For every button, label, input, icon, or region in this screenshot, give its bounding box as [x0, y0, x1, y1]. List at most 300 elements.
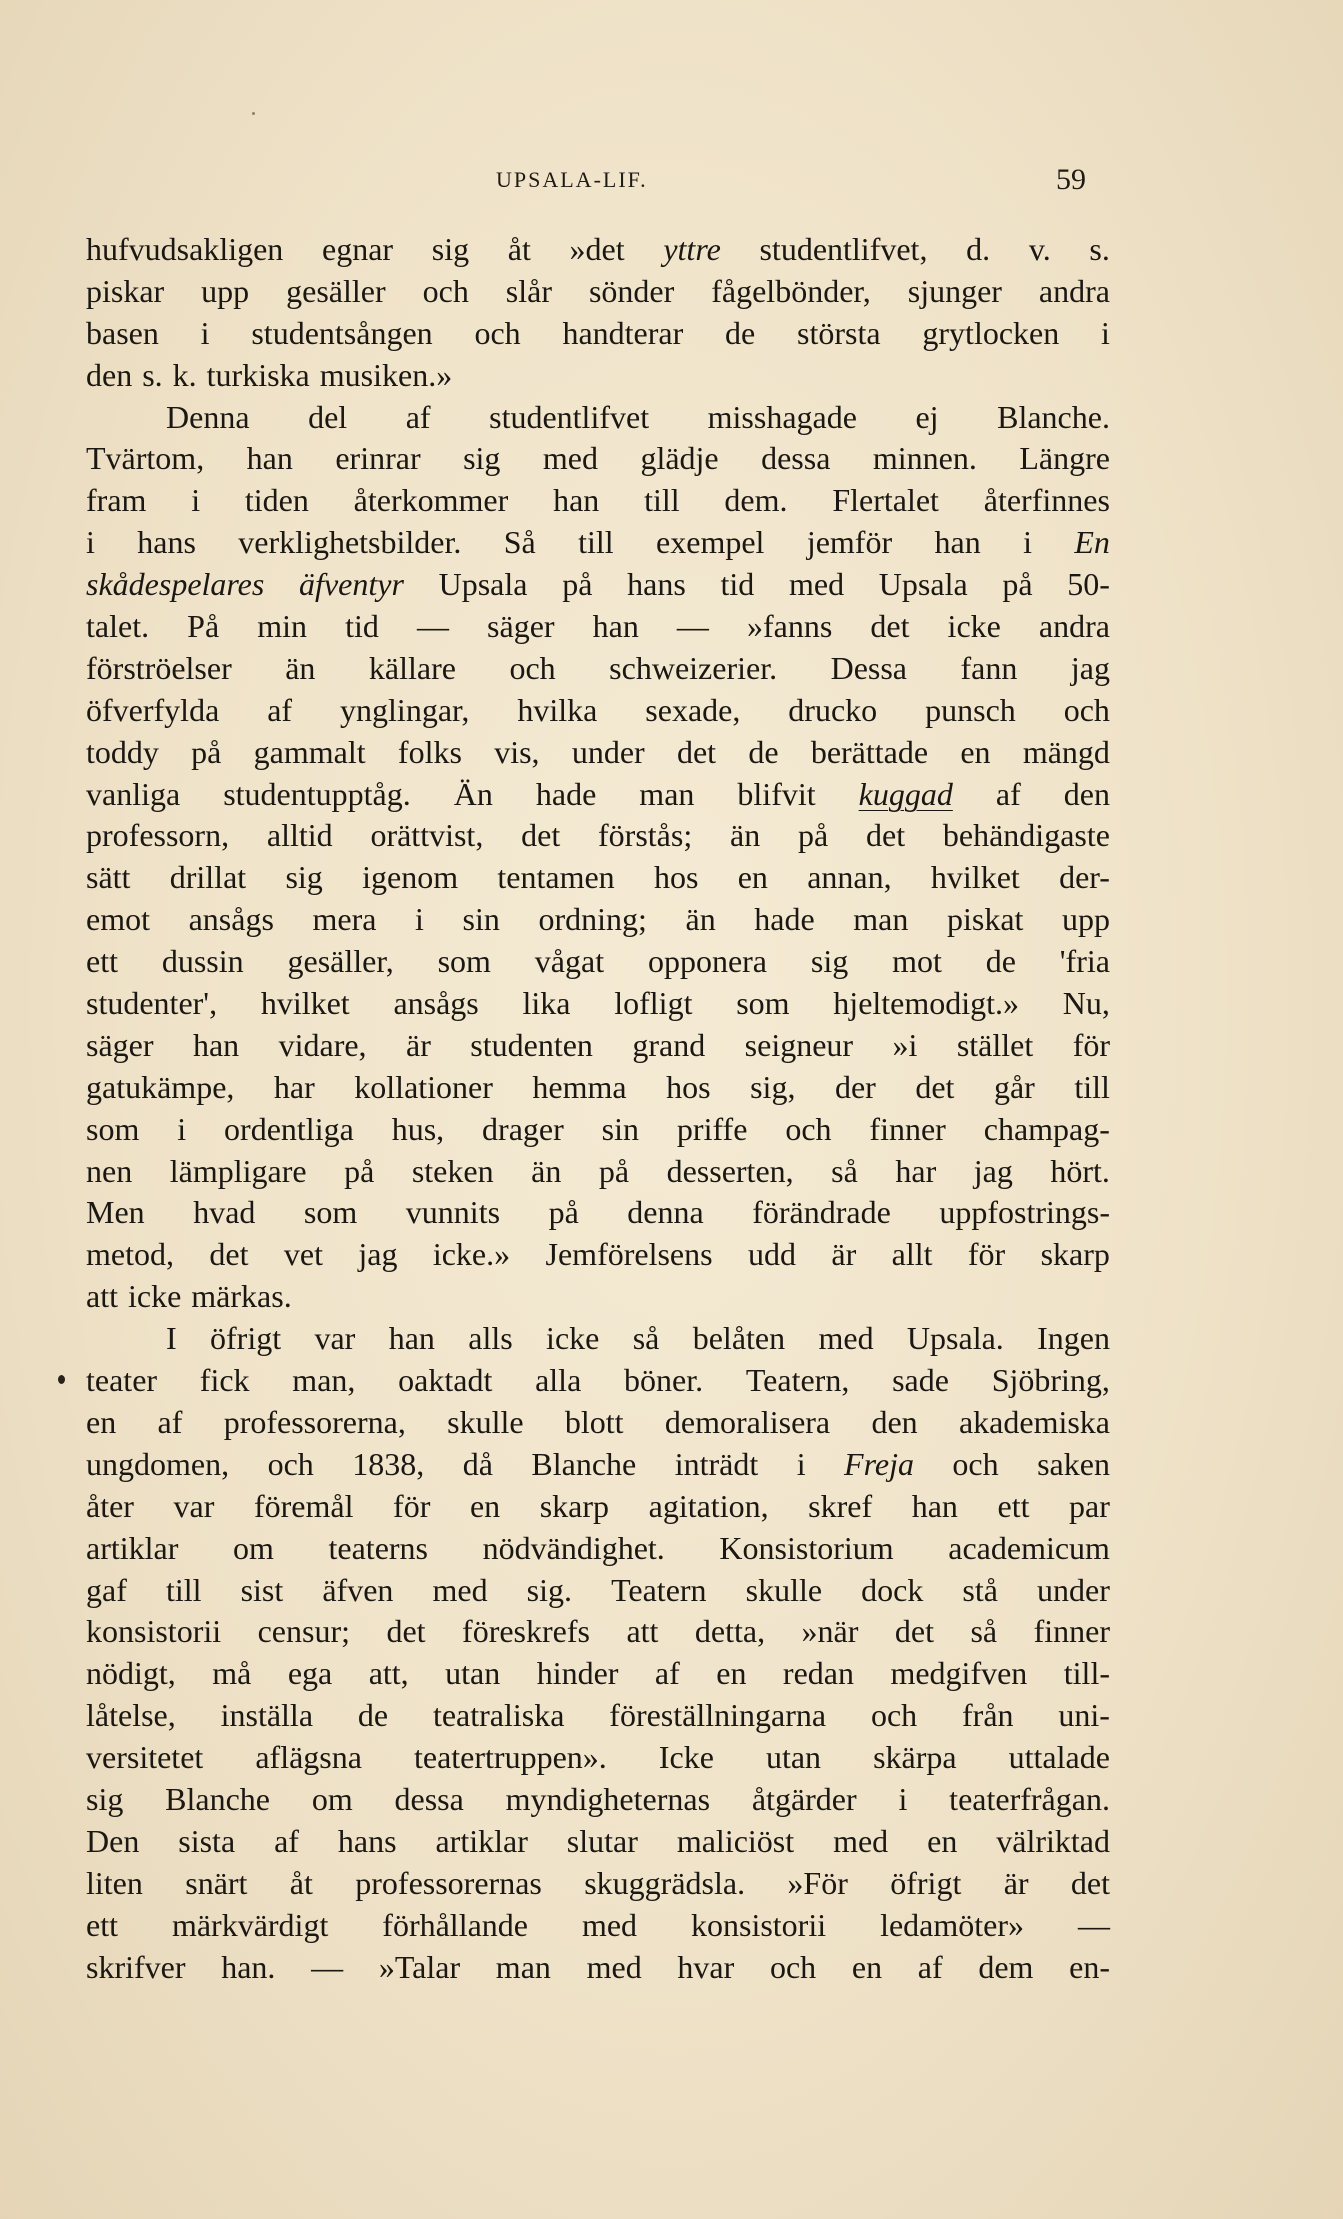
word: Upsala	[438, 566, 528, 603]
word: fann	[960, 649, 1018, 686]
word: professorernas	[355, 1864, 542, 1901]
word: priffe	[676, 1110, 748, 1147]
word: glädje	[640, 440, 719, 477]
word: att	[86, 1278, 118, 1315]
word: vanliga	[86, 775, 181, 812]
word: för	[393, 1487, 431, 1524]
word: dessa	[761, 440, 831, 477]
text-line	[86, 1947, 1110, 1989]
word: äfven	[322, 1571, 394, 1608]
word: han	[592, 608, 639, 645]
word: tid	[720, 566, 755, 603]
word: sig.	[526, 1571, 572, 1608]
word: och	[474, 314, 521, 351]
text-line	[86, 941, 1110, 983]
word: 50-	[1067, 566, 1110, 603]
word: han	[553, 482, 600, 519]
word: mot	[892, 943, 942, 980]
text-line	[86, 271, 1110, 313]
word: att	[626, 1613, 659, 1650]
word: kollationer	[354, 1068, 493, 1105]
word: det	[209, 1236, 249, 1273]
text-line	[86, 1821, 1110, 1863]
word: hjeltemodigt.»	[833, 985, 1020, 1022]
word: på	[798, 817, 829, 854]
word: böner.	[624, 1362, 704, 1399]
word: till	[578, 524, 614, 561]
text-line	[86, 1737, 1110, 1779]
word: den	[1063, 775, 1110, 812]
word: hört.	[1050, 1152, 1110, 1189]
word: slår	[505, 272, 552, 309]
word: gatukämpe,	[86, 1068, 235, 1105]
word: Icke	[658, 1739, 714, 1776]
word: par	[1069, 1487, 1110, 1524]
word: af	[654, 1655, 680, 1692]
word: ungdomen,	[86, 1445, 230, 1482]
word: utan	[445, 1655, 501, 1692]
word: sin	[601, 1110, 640, 1147]
word: än	[285, 649, 316, 686]
word: de	[725, 314, 756, 351]
text-line	[86, 355, 1110, 397]
word: exempel	[656, 524, 765, 561]
text-line	[86, 1025, 1110, 1067]
word: censur;	[257, 1613, 350, 1650]
word: teaterfrågan.	[949, 1780, 1110, 1817]
word: schweizerier.	[609, 649, 778, 686]
word: ett	[86, 1906, 118, 1943]
ink-speck	[58, 1375, 65, 1384]
word: fågelbönder,	[711, 272, 871, 309]
word: »För	[787, 1864, 848, 1901]
word: på	[548, 1194, 579, 1231]
word: artiklar	[86, 1529, 179, 1566]
running-title: UPSALA-LIF.	[496, 167, 648, 192]
word: hos	[666, 1068, 711, 1105]
word: nödigt,	[86, 1655, 176, 1692]
word: ett	[86, 943, 118, 980]
text-line	[86, 815, 1110, 857]
word: skuggrädsla.	[584, 1864, 746, 1901]
word: hans	[627, 566, 686, 603]
word: alla	[535, 1362, 582, 1399]
word: teaterns	[328, 1529, 428, 1566]
word: en	[927, 1822, 958, 1859]
word: andra	[1038, 272, 1110, 309]
word: metod,	[86, 1236, 174, 1273]
word: det	[894, 1613, 934, 1650]
word: som	[303, 1194, 358, 1231]
word: och	[509, 649, 556, 686]
word: jag	[973, 1152, 1013, 1189]
word: återfinnes	[983, 482, 1110, 519]
word: gesäller	[286, 272, 386, 309]
word: och	[952, 1445, 999, 1482]
word: sista	[178, 1822, 236, 1859]
word: af	[995, 775, 1021, 812]
word: fick	[199, 1362, 250, 1399]
word: då	[462, 1445, 493, 1482]
word: af	[274, 1822, 299, 1859]
word: och	[870, 1697, 918, 1734]
word: icke	[947, 608, 1001, 645]
word: punsch	[925, 691, 1016, 728]
word: konsistorii	[690, 1906, 827, 1943]
word: af	[917, 1948, 943, 1985]
word: Än	[453, 775, 493, 812]
word: den	[871, 1403, 918, 1440]
text-line	[86, 690, 1110, 732]
word: vis,	[494, 733, 540, 770]
word: den	[86, 356, 133, 393]
text-line	[86, 1653, 1110, 1695]
word: der-	[1059, 859, 1110, 896]
word: finner	[1033, 1613, 1110, 1650]
text-line	[86, 857, 1110, 899]
word: icke	[546, 1320, 600, 1357]
word: om	[311, 1780, 353, 1817]
text-line	[86, 564, 1110, 606]
word: man	[853, 901, 909, 938]
word: Konsistorium	[719, 1529, 894, 1566]
text-line	[86, 983, 1110, 1025]
word: var	[173, 1487, 215, 1524]
word: hus,	[391, 1110, 445, 1147]
word: detta,	[694, 1613, 766, 1650]
word: hans	[337, 1822, 397, 1859]
word: ej	[915, 398, 939, 435]
word: Men	[86, 1194, 145, 1231]
word: ynglingar,	[340, 691, 470, 728]
word: till	[165, 1571, 202, 1608]
word: det	[870, 608, 910, 645]
word: fram	[86, 482, 147, 519]
word: maliciöst	[676, 1822, 795, 1859]
word: 1838,	[352, 1445, 425, 1482]
word: åter	[86, 1487, 134, 1524]
word: tentamen	[497, 859, 615, 896]
word: nödvändighet.	[482, 1529, 665, 1566]
word: drager	[482, 1110, 564, 1147]
word: inställa	[220, 1697, 314, 1734]
word: professorn,	[86, 817, 230, 854]
word: sönder	[588, 272, 675, 309]
word: tiden	[244, 482, 309, 519]
word: vidare,	[278, 1026, 367, 1063]
word: sätt	[86, 859, 131, 896]
word: af	[267, 691, 293, 728]
word: egnar	[321, 231, 394, 267]
word: annan,	[807, 859, 892, 896]
text-line	[86, 229, 1110, 271]
word: Tvärtom,	[86, 440, 205, 477]
word: är	[1003, 1864, 1029, 1901]
word: »fanns	[746, 608, 833, 645]
word: belåten	[692, 1320, 786, 1357]
word: till	[644, 482, 680, 519]
word: jag	[1070, 649, 1110, 686]
word: Blanche.	[997, 398, 1110, 435]
word: att,	[368, 1655, 409, 1692]
word: orättvist,	[370, 817, 484, 854]
word: icke	[127, 1278, 182, 1315]
word: än	[531, 1152, 562, 1189]
word: demoralisera	[664, 1403, 831, 1440]
word: vunnits	[405, 1194, 501, 1231]
word: I	[166, 1320, 177, 1357]
word: sist	[240, 1571, 284, 1608]
word: en	[86, 1403, 117, 1440]
word: studentlifvet	[489, 398, 650, 435]
word: gesäller,	[287, 943, 394, 980]
word: champag-	[983, 1110, 1110, 1147]
text-line	[86, 1234, 1110, 1276]
word: sig	[86, 1780, 124, 1817]
word: skrifver	[86, 1948, 186, 1985]
word: studenter',	[86, 985, 218, 1022]
word: En	[1074, 524, 1110, 561]
word: vågat	[534, 943, 605, 980]
text-line	[86, 1276, 1110, 1318]
word: finner	[869, 1110, 946, 1147]
word: allt	[891, 1236, 933, 1273]
text-line	[86, 732, 1110, 774]
word: på	[344, 1152, 375, 1189]
word: öfrigt	[210, 1320, 282, 1357]
word: med	[833, 1822, 889, 1859]
word: lämpligare	[169, 1152, 307, 1189]
word: uppfostrings-	[939, 1194, 1110, 1231]
word: talet.	[86, 608, 150, 645]
word: folks	[397, 733, 462, 770]
word: med	[818, 1320, 874, 1357]
word: gammalt	[253, 733, 366, 770]
word: seigneur	[744, 1026, 854, 1063]
word: Flertalet	[832, 482, 939, 519]
word: med	[586, 1948, 642, 1985]
text-line	[86, 1570, 1110, 1612]
word: sin	[462, 901, 500, 938]
word: drucko	[788, 691, 878, 728]
word: Dessa	[830, 649, 907, 686]
word: förhållande	[382, 1906, 528, 1943]
word: åt	[507, 231, 531, 267]
word: hufvudsakligen	[86, 231, 284, 267]
word: föreskrefs	[462, 1613, 590, 1650]
word: Blanche	[531, 1445, 637, 1482]
word: oaktadt	[398, 1362, 493, 1399]
text-line	[86, 606, 1110, 648]
word: berättade	[810, 733, 929, 770]
word: och	[769, 1948, 817, 1985]
word: i	[1101, 314, 1110, 351]
word: —	[416, 608, 449, 645]
text-line	[86, 899, 1110, 941]
word: studentupptåg.	[223, 775, 411, 812]
word: han	[246, 440, 293, 477]
word: man,	[292, 1362, 356, 1399]
text-line	[86, 522, 1110, 564]
word: sig,	[750, 1068, 796, 1105]
word: hvar	[677, 1948, 735, 1985]
word: teatertruppen».	[413, 1739, 607, 1776]
word: han	[388, 1320, 435, 1357]
word: man	[495, 1948, 551, 1985]
word: som	[86, 1110, 140, 1147]
page-header	[86, 163, 1086, 203]
word: kuggad	[858, 775, 953, 812]
word: Nu,	[1062, 985, 1110, 1022]
word: hemma	[532, 1068, 627, 1105]
word: en	[851, 1948, 883, 1985]
word: turkiska	[206, 356, 310, 393]
word: konsistorii	[86, 1613, 222, 1650]
word: sig	[285, 859, 323, 896]
word: i	[191, 482, 201, 519]
word: hos	[653, 859, 699, 896]
word: —	[676, 608, 709, 645]
word: verklighetsbilder.	[238, 524, 462, 561]
word: musiken.»	[319, 356, 453, 393]
word: skref	[808, 1487, 873, 1524]
word: Längre	[1019, 440, 1110, 477]
word: min	[257, 608, 308, 645]
word: liten	[86, 1864, 143, 1901]
text-line	[86, 1695, 1110, 1737]
word: i	[1023, 524, 1032, 561]
text-line	[86, 1402, 1110, 1444]
word: piskat	[946, 901, 1024, 938]
word: öfrigt	[890, 1864, 962, 1901]
word: låtelse,	[86, 1697, 176, 1734]
word: är	[405, 1026, 431, 1063]
word: i	[796, 1445, 806, 1482]
word: och	[785, 1110, 832, 1147]
word: Denna	[166, 398, 250, 435]
word: sig	[431, 231, 470, 267]
word: hans	[137, 524, 196, 561]
word: de	[748, 733, 779, 770]
word: säger	[86, 1026, 154, 1063]
word: till-	[1063, 1655, 1110, 1692]
word: är	[831, 1236, 857, 1273]
word: i	[200, 314, 210, 351]
word: akademiska	[958, 1403, 1110, 1440]
word: han	[934, 524, 981, 561]
word: stället	[956, 1026, 1034, 1063]
word: nen	[86, 1152, 133, 1189]
word: stå	[962, 1571, 998, 1608]
word: med	[581, 1906, 638, 1943]
word: studenten	[470, 1026, 593, 1063]
word: andra	[1038, 608, 1110, 645]
word: med	[788, 566, 845, 603]
word: Teatern	[611, 1571, 707, 1608]
word: vet	[283, 1236, 323, 1273]
word: sade	[892, 1362, 949, 1399]
word: s.	[1089, 231, 1110, 267]
word: blott	[564, 1403, 624, 1440]
word: och	[267, 1445, 314, 1482]
word: en	[716, 1655, 747, 1692]
word: toddy	[86, 733, 159, 770]
word: Freja	[844, 1445, 914, 1482]
word: som	[437, 943, 491, 980]
word: artiklar	[435, 1822, 528, 1859]
word: han	[911, 1487, 958, 1524]
word: sexade,	[645, 691, 741, 728]
word: jemför	[806, 524, 893, 561]
word: k.	[172, 356, 197, 393]
word: ledamöter»	[880, 1906, 1024, 1943]
word: emot	[86, 901, 150, 938]
word: än	[730, 817, 761, 854]
word: dem.	[724, 482, 788, 519]
word: skulle	[447, 1403, 524, 1440]
word: upp	[201, 272, 250, 309]
text-line	[86, 1109, 1110, 1151]
word: versitetet	[86, 1739, 204, 1776]
word: d.	[966, 231, 991, 267]
word: har	[273, 1068, 315, 1105]
word: behändigaste	[942, 817, 1110, 854]
word: dussin	[161, 943, 244, 980]
word: de	[357, 1697, 389, 1734]
word: hade	[754, 901, 815, 938]
word: på	[598, 1152, 630, 1189]
word: har	[895, 1152, 937, 1189]
word: steken	[411, 1152, 494, 1189]
word: sjunger	[907, 272, 1002, 309]
text-line	[86, 1192, 1110, 1234]
text-line	[86, 1444, 1110, 1486]
word: saken	[1037, 1445, 1110, 1482]
word: Så	[503, 524, 536, 561]
word: snärt	[185, 1864, 248, 1901]
word: af	[405, 398, 431, 435]
word: af	[157, 1403, 183, 1440]
text-line	[86, 1486, 1110, 1528]
word: utan	[765, 1739, 822, 1776]
word: Den	[86, 1822, 140, 1859]
word: källare	[368, 649, 456, 686]
word: var	[314, 1320, 356, 1357]
word: jag	[358, 1236, 398, 1273]
word: Sjöbring,	[991, 1362, 1110, 1399]
word: —	[1077, 1906, 1110, 1943]
word: drillat	[169, 859, 247, 896]
word: piskar	[86, 272, 165, 309]
word: under	[1037, 1571, 1110, 1608]
word: en	[960, 733, 991, 770]
word: hade	[535, 775, 597, 812]
word: opponera	[647, 943, 767, 980]
word: till	[1074, 1068, 1110, 1105]
word: denna	[627, 1194, 704, 1231]
word: minnen.	[872, 440, 977, 477]
word: hinder	[536, 1655, 619, 1692]
word: de	[985, 943, 1016, 980]
word: ordentliga	[224, 1110, 354, 1147]
word: s.	[142, 356, 163, 393]
word: med	[432, 1571, 488, 1608]
word: gaf	[86, 1571, 127, 1608]
word: icke.»	[432, 1236, 511, 1273]
word: handterar	[562, 314, 684, 351]
word: förändrade	[752, 1194, 891, 1231]
word: en	[737, 859, 768, 896]
